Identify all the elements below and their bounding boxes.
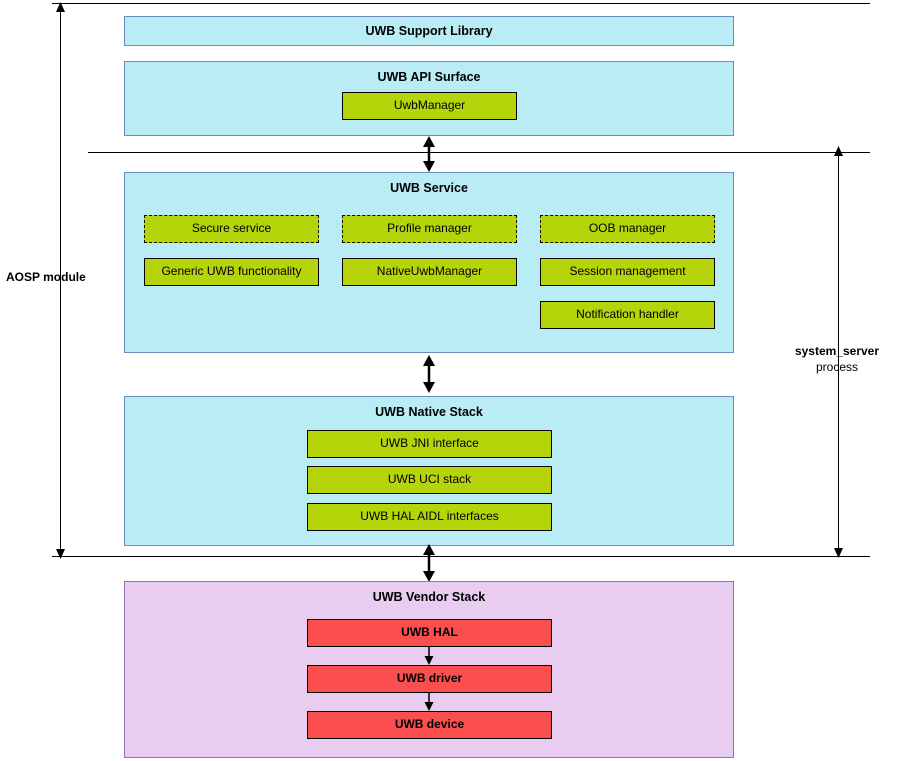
system-server-label bbox=[778, 343, 896, 375]
arrow-native-to-vendor bbox=[418, 544, 440, 582]
arrow-service-to-native bbox=[418, 355, 440, 393]
layer-api-surface-title: UWB API Surface bbox=[377, 70, 481, 84]
node-session-management: Session management bbox=[540, 258, 715, 286]
node-secure-service: Secure service bbox=[144, 215, 319, 243]
layer-uwb-service-title: UWB Service bbox=[390, 181, 468, 195]
aosp-vendor-boundary-line bbox=[52, 556, 870, 557]
node-uwb-device: UWB device bbox=[307, 711, 552, 739]
system-server-label-line1: system_server bbox=[794, 344, 880, 358]
node-uwb-hal: UWB HAL bbox=[307, 619, 552, 647]
arrow-driver-to-device bbox=[421, 693, 437, 711]
node-native-uwb-manager: NativeUwbManager bbox=[342, 258, 517, 286]
node-profile-manager: Profile manager bbox=[342, 215, 517, 243]
node-uwb-hal-aidl-interfaces: UWB HAL AIDL interfaces bbox=[307, 503, 552, 531]
layer-vendor-stack-title: UWB Vendor Stack bbox=[372, 590, 486, 604]
node-uwb-driver: UWB driver bbox=[307, 665, 552, 693]
layer-support-library bbox=[124, 16, 734, 46]
node-generic-uwb-functionality: Generic UWB functionality bbox=[144, 258, 319, 286]
node-uwb-manager: UwbManager bbox=[342, 92, 517, 120]
layer-native-stack-title: UWB Native Stack bbox=[375, 405, 483, 419]
aosp-module-span-arrow bbox=[0, 0, 120, 580]
node-uwb-jni-interface: UWB JNI interface bbox=[307, 430, 552, 458]
api-service-boundary-line bbox=[88, 152, 870, 153]
layer-support-library-title: UWB Support Library bbox=[365, 24, 493, 38]
arrow-api-to-service bbox=[418, 136, 440, 172]
arrow-hal-to-driver bbox=[421, 647, 437, 665]
aosp-module-label: AOSP module bbox=[6, 270, 86, 284]
top-boundary-line bbox=[52, 3, 870, 4]
node-oob-manager: OOB manager bbox=[540, 215, 715, 243]
node-uwb-uci-stack: UWB UCI stack bbox=[307, 466, 552, 494]
system-server-label-line2: process bbox=[815, 360, 859, 375]
node-notification-handler: Notification handler bbox=[540, 301, 715, 329]
